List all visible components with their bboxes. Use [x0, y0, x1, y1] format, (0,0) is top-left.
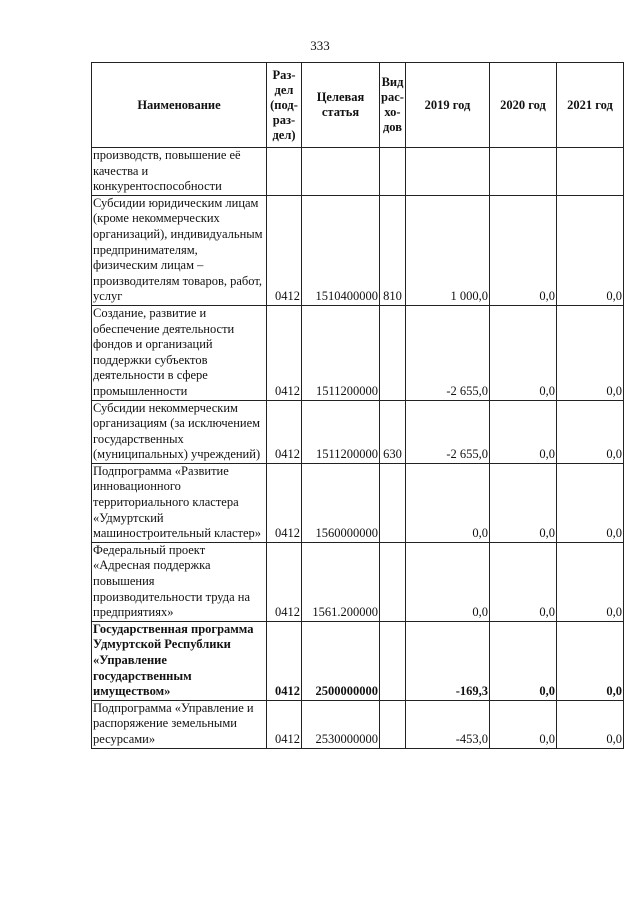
- row-value-2019: 0,0: [406, 463, 490, 542]
- table-row: [92, 621, 624, 700]
- row-value-2019: [406, 148, 490, 196]
- row-value-2019: 1 000,0: [406, 195, 490, 305]
- row-section: 0412: [267, 700, 302, 748]
- budget-table: [91, 62, 624, 749]
- row-article: 1511200000: [302, 400, 380, 463]
- row-section: 0412: [267, 542, 302, 621]
- header-row: [92, 63, 624, 148]
- row-name: Федеральный проект «Адресная поддержка повышения производительности труда на предприятиях»: [92, 542, 267, 621]
- row-expense-type: [380, 148, 406, 196]
- row-section: 0412: [267, 463, 302, 542]
- row-article: 1560000000: [302, 463, 380, 542]
- row-expense-type: [380, 621, 406, 700]
- row-value-2020: 0,0: [490, 700, 557, 748]
- table-row: [92, 195, 624, 305]
- row-article: [302, 148, 380, 196]
- row-value-2021: 0,0: [557, 305, 624, 400]
- row-section: 0412: [267, 195, 302, 305]
- row-value-2019: -169,3: [406, 621, 490, 700]
- row-name: Субсидии юридическим лицам (кроме некоммерческих организаций), индивидуальным предпринимателям, физическим лицам – производителям товаров, работ, услуг: [92, 195, 267, 305]
- row-value-2020: 0,0: [490, 305, 557, 400]
- table-row: [92, 463, 624, 542]
- row-expense-type: [380, 700, 406, 748]
- row-value-2021: [557, 148, 624, 196]
- row-name: Подпрограмма «Развитие инновационного территориального кластера «Удмуртский машиностроительный кластер»: [92, 463, 267, 542]
- row-value-2020: 0,0: [490, 400, 557, 463]
- row-article: 2500000000: [302, 621, 380, 700]
- header-section: Раз- дел (под- раз- дел): [267, 63, 302, 148]
- row-article: 1510400000: [302, 195, 380, 305]
- header-expense-type: Вид рас- хо- дов: [380, 63, 406, 148]
- row-section: 0412: [267, 621, 302, 700]
- header-name: Наименование: [92, 63, 267, 148]
- row-value-2019: 0,0: [406, 542, 490, 621]
- row-value-2019: -2 655,0: [406, 305, 490, 400]
- row-value-2021: 0,0: [557, 400, 624, 463]
- row-article: 1561.200000: [302, 542, 380, 621]
- page-number: 333: [310, 38, 330, 53]
- row-value-2021: 0,0: [557, 700, 624, 748]
- table-row: [92, 700, 624, 748]
- row-name: производств, повышение её качества и конкурентоспособности: [92, 148, 267, 196]
- row-name: Создание, развитие и обеспечение деятельности фондов и организаций поддержки субъектов деятельности в сфере промышленности: [92, 305, 267, 400]
- header-2020: 2020 год: [490, 63, 557, 148]
- table-row: [92, 400, 624, 463]
- row-value-2021: 0,0: [557, 463, 624, 542]
- row-article: 2530000000: [302, 700, 380, 748]
- row-value-2020: 0,0: [490, 463, 557, 542]
- row-value-2020: [490, 148, 557, 196]
- row-expense-type: [380, 542, 406, 621]
- row-section: 0412: [267, 305, 302, 400]
- row-value-2020: 0,0: [490, 542, 557, 621]
- row-value-2020: 0,0: [490, 195, 557, 305]
- row-value-2021: 0,0: [557, 621, 624, 700]
- table-row: [92, 542, 624, 621]
- header-2021: 2021 год: [557, 63, 624, 148]
- row-expense-type: 630: [380, 400, 406, 463]
- table-row: [92, 305, 624, 400]
- row-expense-type: [380, 305, 406, 400]
- row-value-2021: 0,0: [557, 195, 624, 305]
- table-row: [92, 148, 624, 196]
- row-value-2020: 0,0: [490, 621, 557, 700]
- row-name: Субсидии некоммерческим организациям (за исключением государственных (муниципальных) учреждений): [92, 400, 267, 463]
- row-expense-type: 810: [380, 195, 406, 305]
- row-name: Подпрограмма «Управление и распоряжение земельными ресурсами»: [92, 700, 267, 748]
- row-value-2019: -2 655,0: [406, 400, 490, 463]
- row-value-2021: 0,0: [557, 542, 624, 621]
- row-name: Государственная программа Удмуртской Республики «Управление государственным имуществом»: [92, 621, 267, 700]
- header-article: Целевая статья: [302, 63, 380, 148]
- row-value-2019: -453,0: [406, 700, 490, 748]
- row-section: 0412: [267, 400, 302, 463]
- row-article: 1511200000: [302, 305, 380, 400]
- row-section: [267, 148, 302, 196]
- header-2019: 2019 год: [406, 63, 490, 148]
- row-expense-type: [380, 463, 406, 542]
